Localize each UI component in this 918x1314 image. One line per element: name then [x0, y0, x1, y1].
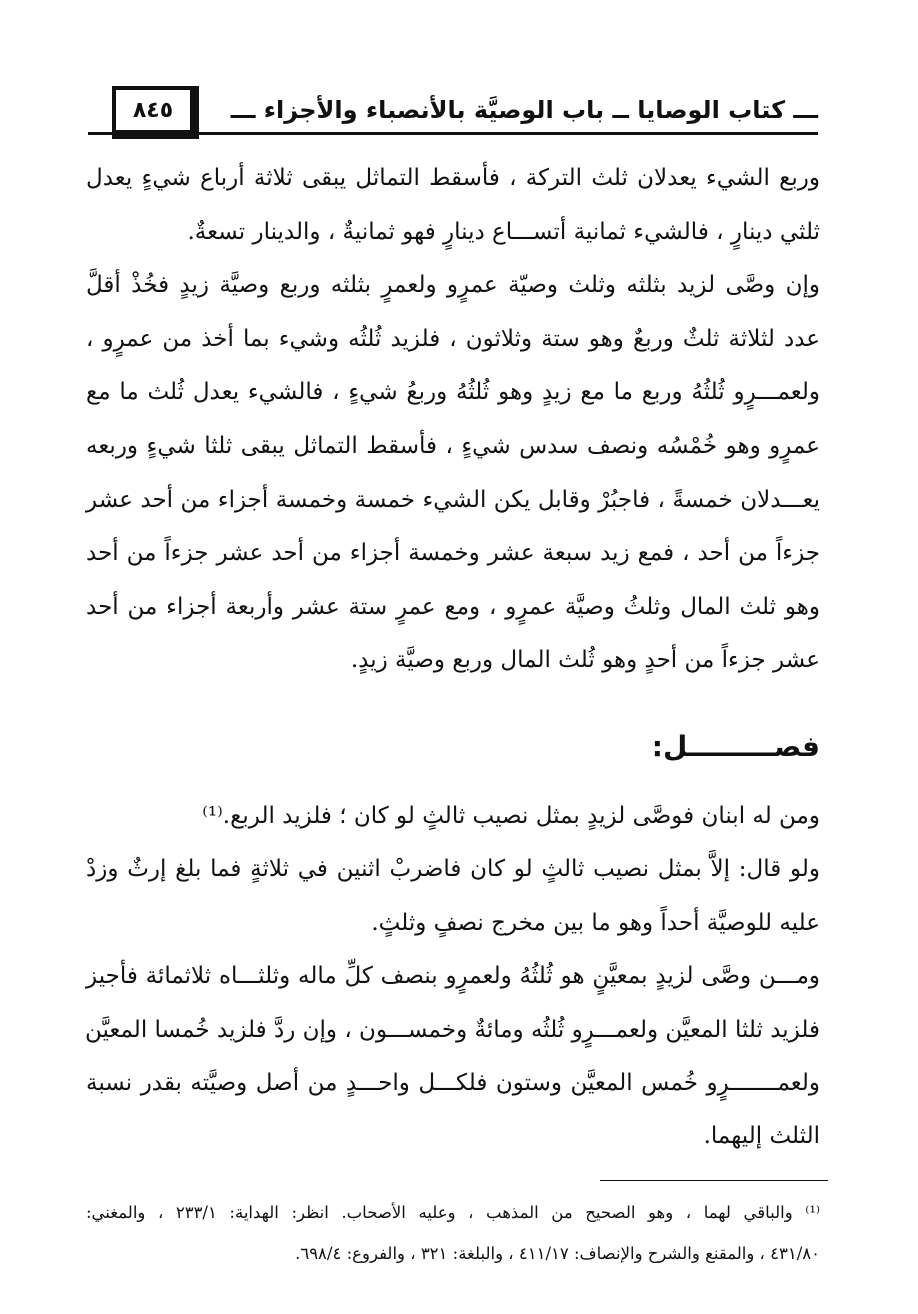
text-line: ولعمـــرٍو ثُلثُهُ وربع ما مع زيدٍ وهو ثُلثُهُ وربعُ شيءٍ ، فالشيء يعدل ثُلث ما مع: [86, 379, 820, 406]
text-line: عدد لثلاثة ثلثٌ وربعٌ وهو ستة وثلاثون ، فلزيد ثُلثُه وشيء بما أخذ من عمرٍو ،: [86, 325, 820, 352]
text-line: ومـــن وصَّى لزيدٍ بمعيَّنٍ هو ثُلثُهُ ولعمرٍو بنصف كلِّ ماله وثلثـــاه ثلاثمائة فأجيز: [86, 963, 820, 990]
text-line: عليه للوصيَّة أحداً وهو ما بين مخرج نصفٍ وثلثٍ.: [371, 909, 820, 936]
footnote-line: ⁽¹⁾ والباقي لهما ، وهو الصحيح من المذهب ، وعليه الأصحاب. انظر: الهداية: ٢٣٣/١ ، والمغني:: [86, 1203, 821, 1222]
text-line: وإن وصَّى لزيد بثلثه وثلث وصيّة عمرٍو ولعمرٍ بثلثه وربع وصيَّة زيدٍ فخُذْ أقلَّ: [86, 272, 820, 299]
footnote-line: ٤٣١/٨٠ ، والمقنع والشرح والإنصاف: ٤١١/١٧ ، والبلغة: ٣٢١ ، والفروع: ٦٩٨/٤.: [295, 1244, 820, 1263]
text-line: ولعمـــــــرٍو خُمس المعيَّن وستون فلكـــل واحـــدٍ من أصل وصيَّته بقدر نسبة: [86, 1069, 820, 1096]
text-line: ومن له ابنان فوصَّى لزيدٍ بمثل نصيب ثالثٍ لو كان ؛ فلزيد الربع.⁽¹⁾: [202, 803, 820, 829]
text-line: ولو قال: إلاَّ بمثل نصيب ثالثٍ لو كان فاضربْ اثنين في ثلاثةٍ فما بلغ إرثٌ وزدْ: [86, 856, 820, 883]
main-text: [86, 152, 820, 688]
footnote-rule: [600, 1180, 828, 1181]
running-title: ـــ كتاب الوصايا ــ باب الوصيَّة بالأنصباء والأجزاء ـــ: [230, 96, 818, 124]
section-heading: فصـــــــــل:: [651, 730, 820, 763]
text-line: عشر جزءاً من أحدٍ وهو ثُلث المال وربع وصيَّة زيدٍ.: [350, 647, 820, 674]
text-line: جزءاً من أحد ، فمع زيد سبعة عشر وخمسة أجزاء من أحد عشر جزءاً من أحد: [86, 540, 820, 567]
text-line: عمرٍو وهو خُمْسُه ونصف سدس شيءٍ ، فأسقط التماثل يبقى ثلثا شيءٍ وربعه: [86, 432, 820, 459]
section-text: [86, 790, 820, 1164]
text-line: الثلث إليهما.: [703, 1123, 820, 1150]
text-line: يعـــدلان خمسةً ، فاجبُرْ وقابل يكن الشيء خمسة وخمسة أجزاء من أحد عشر: [86, 486, 820, 513]
header-rule: [88, 132, 818, 135]
text-line: وربع الشيء يعدلان ثلث التركة ، فأسقط التماثل يبقى ثلاثة أرباع شيءٍ يعدل: [86, 165, 820, 191]
running-header: [88, 92, 818, 142]
text-line: وهو ثلث المال وثلثُ وصيَّة عمرٍو ، ومع عمرٍ ستة عشر وأربعة أجزاء من أحد: [86, 593, 820, 620]
text-line: فلزيد ثلثا المعيَّن ولعمـــرٍو ثُلثُه ومائةٌ وخمســـون ، وإن ردَّ فلزيد خُمسا المعيَّن: [84, 1016, 820, 1043]
page-number: ٨٤٥: [112, 86, 199, 139]
footnotes: [86, 1192, 820, 1274]
text-line: ثلثي دينارٍ ، فالشيء ثمانية أتســـاع دينارٍ فهو ثمانيةٌ ، والدينار تسعةٌ.: [187, 218, 820, 245]
